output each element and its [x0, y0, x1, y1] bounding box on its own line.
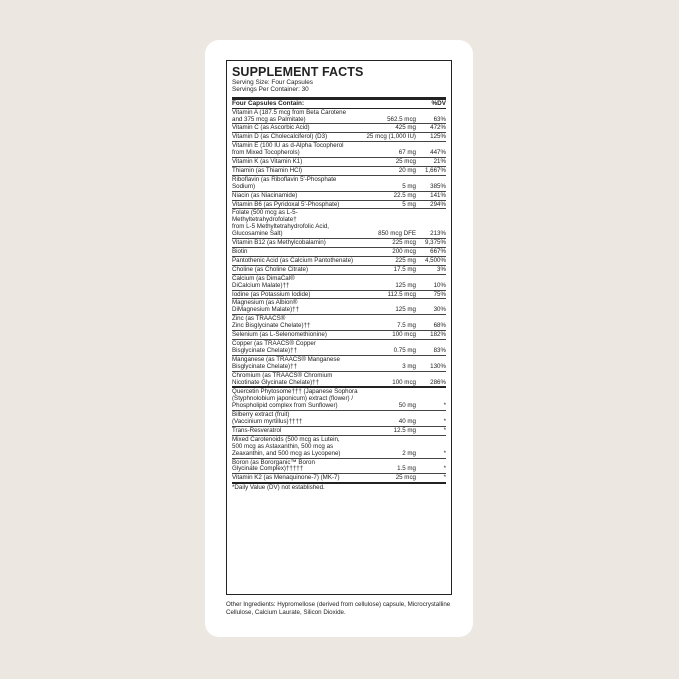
nutrient-daily-value: 68% — [433, 322, 446, 330]
nutrient-daily-value: 141% — [430, 191, 446, 199]
nutrient-daily-value: 286% — [430, 378, 446, 386]
nutrient-daily-value: 447% — [430, 149, 446, 157]
nutrient-name: Vitamin B6 (as Pyridoxal 5'-Phosphate) — [232, 200, 340, 208]
nutrient-name: Iodine (as Potassium Iodide) — [232, 290, 311, 298]
nutrient-name: Mixed Carotenoids (500 mcg as Lutein, 500 mcg as Astaxanthin, 500 mcg as Zeaxanthin, and 500 mcg as Lycopene) — [232, 435, 341, 457]
nutrient-amount: 17.5 mg — [393, 265, 416, 273]
nutrient-name: Selenium (as L-Selenomethionine) — [232, 331, 327, 339]
nutrient-amount: 5 mg — [402, 200, 416, 208]
nutrient-amount: 225 mg — [395, 256, 416, 264]
nutrient-row — [232, 192, 446, 201]
nutrient-name: Manganese (as TRAACS® Manganese Bisglycinate Chelate)†† — [232, 355, 340, 370]
nutrient-name: Zinc (as TRAACS® Zinc Bisglycinate Chelate)†† — [232, 315, 311, 330]
nutrient-row — [232, 459, 446, 475]
nutrient-name: Pantothenic Acid (as Calcium Pantothenate) — [232, 256, 354, 264]
nutrient-row — [232, 427, 446, 436]
column-header — [232, 100, 446, 109]
nutrient-daily-value: * — [443, 418, 446, 426]
header-left: Four Capsules Contain: — [232, 99, 305, 107]
nutrient-row — [232, 201, 446, 210]
nutrient-name: Thiamin (as Thiamin HCl) — [232, 166, 303, 174]
nutrient-amount: 5 mg — [402, 182, 416, 190]
nutrient-name: Copper (as TRAACS® Copper Bisglycinate Chelate)†† — [232, 339, 316, 354]
nutrient-daily-value: 130% — [430, 362, 446, 370]
header-dv: %DV — [431, 99, 446, 107]
nutrient-row — [232, 340, 446, 356]
nutrient-amount: 20 mg — [398, 166, 416, 174]
nutrient-daily-value: 30% — [433, 306, 446, 314]
nutrient-daily-value: 1,667% — [425, 166, 446, 174]
nutrient-daily-value: 9,375% — [425, 239, 446, 247]
nutrient-name: Bilberry extract (fruit) (Vaccinium myrtillus)†††† — [232, 411, 303, 426]
nutrient-row — [232, 299, 446, 315]
servings-per-container: Servings Per Container: 30 — [232, 86, 309, 94]
nutrient-daily-value: * — [443, 449, 446, 457]
nutrient-daily-value: 21% — [433, 158, 446, 166]
nutrient-daily-value: 385% — [430, 182, 446, 190]
supplement-facts-panel — [226, 60, 452, 595]
nutrient-amount: 100 mcg — [392, 331, 416, 339]
nutrient-amount: 25 mcg — [395, 158, 416, 166]
nutrient-row — [232, 257, 446, 266]
nutrient-row — [232, 109, 446, 125]
nutrient-name: Quercetin Phytosome††† (Japanese Sophora (Styphnolobium japonicum) extract (flower) / Phospholipid complex from Sunflower) — [232, 388, 358, 410]
nutrient-daily-value: 10% — [433, 281, 446, 289]
nutrient-amount: 40 mg — [398, 418, 416, 426]
nutrient-amount: 7.5 mg — [397, 322, 416, 330]
panel-title: SUPPLEMENT FACTS — [232, 65, 364, 79]
nutrient-daily-value: 472% — [430, 124, 446, 132]
nutrient-amount: 0.75 mg — [393, 346, 416, 354]
nutrient-daily-value: 83% — [433, 346, 446, 354]
nutrient-daily-value: * — [443, 465, 446, 473]
nutrient-row — [232, 248, 446, 257]
nutrient-name: Trans-Resveratrol — [232, 426, 282, 434]
nutrient-name: Vitamin D (as Cholecalciferol) (D3) — [232, 133, 328, 141]
nutrient-name: Vitamin K2 (as Menaquinone-7) (MK-7) — [232, 474, 340, 482]
nutrient-amount: 125 mg — [395, 281, 416, 289]
nutrient-list — [232, 109, 446, 485]
nutrient-row — [232, 436, 446, 459]
nutrient-amount: 850 mcg DFE — [378, 230, 416, 238]
nutrient-amount: 50 mg — [398, 402, 416, 410]
nutrient-name: Niacin (as Niacinamide) — [232, 191, 298, 199]
nutrient-row — [232, 315, 446, 331]
nutrient-row — [232, 411, 446, 427]
nutrient-name: Biotin — [232, 248, 248, 255]
nutrient-amount: 425 mg — [395, 124, 416, 132]
other-ingredients: Other Ingredients: Hypromellose (derived from cellulose) capsule, Microcrystalline Cellulose, Calcium Laurate, Silicon Dioxide. — [226, 601, 451, 616]
nutrient-daily-value: 182% — [430, 331, 446, 339]
nutrient-row — [232, 474, 446, 484]
nutrient-daily-value: 125% — [430, 133, 446, 141]
nutrient-name: Vitamin K (as Vitamin K1) — [232, 158, 303, 166]
nutrient-name: Boron (as Bororganic™ Boron Glycinate Complex)††††† — [232, 458, 315, 473]
nutrient-daily-value: * — [443, 474, 446, 482]
nutrient-daily-value: * — [443, 402, 446, 410]
nutrient-daily-value: 75% — [433, 290, 446, 298]
nutrient-row — [232, 291, 446, 300]
nutrient-name: Vitamin B12 (as Methylcobalamin) — [232, 239, 326, 247]
nutrient-amount: 200 mcg — [392, 248, 416, 255]
nutrient-row — [232, 133, 446, 142]
nutrient-row — [232, 356, 446, 372]
nutrient-row — [232, 275, 446, 291]
nutrient-amount: 100 mcg — [392, 378, 416, 386]
nutrient-amount: 562.5 mcg — [387, 115, 416, 123]
nutrient-amount: 225 mcg — [392, 239, 416, 247]
nutrient-row — [232, 142, 446, 158]
nutrient-amount: 67 mg — [398, 149, 416, 157]
nutrient-daily-value: 213% — [430, 230, 446, 238]
nutrient-row — [232, 239, 446, 248]
nutrient-amount: 2 mg — [402, 449, 416, 457]
nutrient-amount: 112.5 mcg — [387, 290, 416, 298]
nutrient-name: Riboflavin (as Riboflavin 5'-Phosphate Sodium) — [232, 175, 337, 190]
nutrient-daily-value: 3% — [437, 265, 446, 273]
nutrient-daily-value: 667% — [430, 248, 446, 255]
nutrient-row — [232, 158, 446, 167]
nutrient-row — [232, 331, 446, 340]
nutrient-daily-value: * — [443, 426, 446, 434]
nutrient-daily-value: 4,500% — [425, 256, 446, 264]
nutrient-name: Vitamin E (100 IU as d-Alpha Tocopherol from Mixed Tocopherols) — [232, 142, 344, 157]
nutrient-name: Magnesium (as Albion® DiMagnesium Malate)†† — [232, 299, 300, 314]
nutrient-row — [232, 176, 446, 192]
nutrient-amount: 12.5 mg — [393, 426, 416, 434]
daily-value-note: *Daily Value (DV) not established. — [232, 484, 325, 492]
nutrient-row — [232, 388, 446, 411]
nutrient-name: Folate (500 mcg as L-5-Methyltetrahydrofolate† from L-5 Methyltetrahydrofolic Acid, Glucosamine Salt) — [232, 209, 329, 238]
nutrient-name: Vitamin A (187.5 mcg from Beta Carotene and 375 mcg as Palmitate) — [232, 108, 347, 123]
nutrient-name: Chromium (as TRAACS® Chromium Nicotinate Glycinate Chelate)†† — [232, 371, 333, 386]
nutrient-amount: 125 mg — [395, 306, 416, 314]
nutrient-amount: 25 mcg (1,000 IU) — [366, 133, 416, 141]
nutrient-row — [232, 124, 446, 133]
nutrient-row — [232, 167, 446, 176]
nutrient-row — [232, 209, 446, 239]
nutrient-name: Choline (as Choline Citrate) — [232, 265, 309, 273]
nutrient-daily-value: 63% — [433, 115, 446, 123]
nutrient-amount: 3 mg — [402, 362, 416, 370]
nutrient-row — [232, 266, 446, 275]
serving-size: Serving Size: Four Capsules — [232, 79, 313, 86]
nutrient-amount: 25 mcg — [395, 474, 416, 482]
nutrient-amount: 1.5 mg — [397, 465, 416, 473]
nutrient-amount: 22.5 mg — [393, 191, 416, 199]
nutrient-name: Vitamin C (as Ascorbic Acid) — [232, 124, 310, 132]
nutrient-name: Calcium (as DimaCal® DiCalcium Malate)†† — [232, 274, 295, 289]
nutrient-row — [232, 372, 446, 389]
nutrient-daily-value: 294% — [430, 200, 446, 208]
